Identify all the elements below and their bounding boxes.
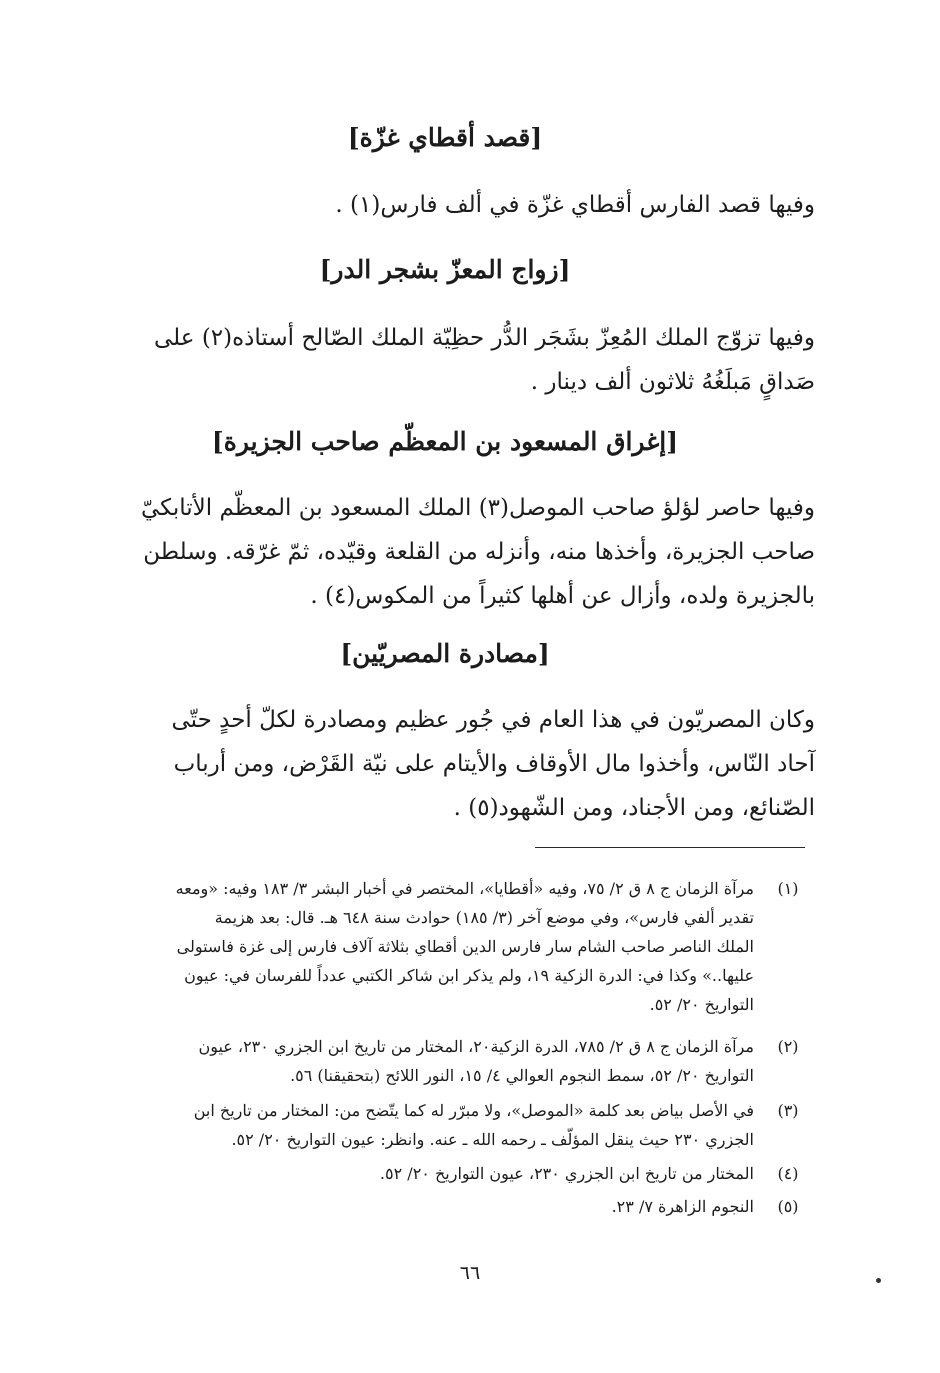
footnote-text: [76, 1159, 754, 1188]
paragraph-line: بالجزيرة ولده، وأزال عن أهلها كثيراً من المكوس(٤) .: [310, 583, 815, 609]
footnote-line: المختار من تاريخ ابن الجزري ٢٣٠، عيون التواريخ ٢٠/ ٥٢.: [379, 1164, 754, 1183]
footnote-number: (٣): [777, 1101, 799, 1120]
footnote-line: مرآة الزمان ج ٨ ق ٢/ ٧٨٥، الدرة الزكية٢٠، المختار من تاريخ ابن الجزري ٢٣٠، عيون: [198, 1037, 754, 1056]
footnote-separator: [535, 847, 805, 848]
section-heading: [قصد أقطاي غزّة]: [347, 123, 543, 152]
paragraph-line: الصّنائع، ومن الأجناد، ومن الشّهود(٥) .: [453, 795, 815, 821]
footnote-line: عليها..» وكذا في: الدرة الزكية ١٩، ولم يذكر ابن شاكر الكتبي عدداً للفرسان في: عيون: [184, 966, 754, 985]
footnote-line: التواريخ ٢٠/ ٥٢، سمط النجوم العوالي ٤/ ١٥، النور اللائح (بتحقيقنا) ٥٦.: [290, 1066, 754, 1085]
footnote-text: [76, 1096, 754, 1154]
footnote-number: (٤): [777, 1164, 799, 1183]
paragraph-line: صاحب الجزيرة، وأخذها منه، وأنزله من القلعة وقيّده، ثمّ غرّقه. وسلطن: [143, 539, 815, 565]
footnote-line: مرآة الزمان ج ٨ ق ٢/ ٧٥، وفيه «أقطايا»، المختصر في أخبار البشر ٣/ ١٨٣ وفيه: «ومعه: [175, 879, 754, 898]
footnote-text: [76, 874, 754, 1019]
footnote-line: في الأصل بياض بعد كلمة «الموصل»، ولا مبرّر له كما يتّضح من: المختار من تاريخ ابن: [193, 1101, 754, 1120]
paragraph-line: وفيها حاصر لؤلؤ صاحب الموصل(٣) الملك المسعود بن المعظّم الأتابكيّ: [140, 495, 815, 521]
paragraph-line: وفيها قصد الفارس أقطاي غزّة في ألف فارس(١) .: [335, 192, 815, 218]
paragraph-line: صَداقٍ مَبلَغُهُ ثلاثون ألف دينار .: [530, 369, 815, 395]
footnote-line: التواريخ ٢٠/ ٥٢.: [649, 995, 754, 1014]
footnote-line: النجوم الزاهرة ٧/ ٢٣.: [611, 1197, 754, 1216]
section-paragraph: [95, 486, 815, 618]
section-heading: [مصادرة المصريّين]: [340, 639, 550, 668]
footnote-text: [76, 1032, 754, 1090]
footnote-text: [76, 1192, 754, 1221]
paragraph-line: وكان المصريّون في هذا العام في جُور عظيم ومصادرة لكلّ أحدٍ حتّى: [171, 707, 815, 733]
page-number: ٦٦: [459, 1262, 481, 1284]
section-heading: [إغراق المسعود بن المعظّم صاحب الجزيرة]: [211, 427, 679, 456]
section-heading: [زواج المعزّ بشجر الدر]: [319, 255, 571, 284]
section-paragraph: [95, 183, 815, 227]
paragraph-line: آحاد النّاس، وأخذوا مال الأوقاف والأيتام على نيّة القَرْض، ومن أرباب: [173, 751, 815, 777]
paragraph-line: وفيها تزوّج الملك المُعِزّ بشَجَر الدُّر حظِيّة الملك الصّالح أستاذه(٢) على: [154, 325, 815, 351]
footnote-line: تقدير ألفي فارس»، وفي موضع آخر (٣/ ١٨٥) حوادث سنة ٦٤٨ هـ. قال: بعد هزيمة: [214, 908, 754, 927]
section-paragraph: [95, 316, 815, 404]
footnote-number: (٢): [777, 1037, 799, 1056]
section-paragraph: [95, 698, 815, 830]
scan-speck: [876, 1278, 881, 1283]
footnote-line: الملك الناصر صاحب الشام سار فارس الدين أقطاي بثلاثة آلاف فارس إلى غزة فاستولى: [176, 937, 754, 956]
footnote-number: (٥): [777, 1197, 799, 1216]
footnote-line: الجزري ٢٣٠ حيث ينقل المؤلّف ـ رحمه الله ـ عنه. وانظر: عيون التواريخ ٢٠/ ٥٢.: [231, 1130, 754, 1149]
footnote-number: (١): [777, 879, 799, 898]
